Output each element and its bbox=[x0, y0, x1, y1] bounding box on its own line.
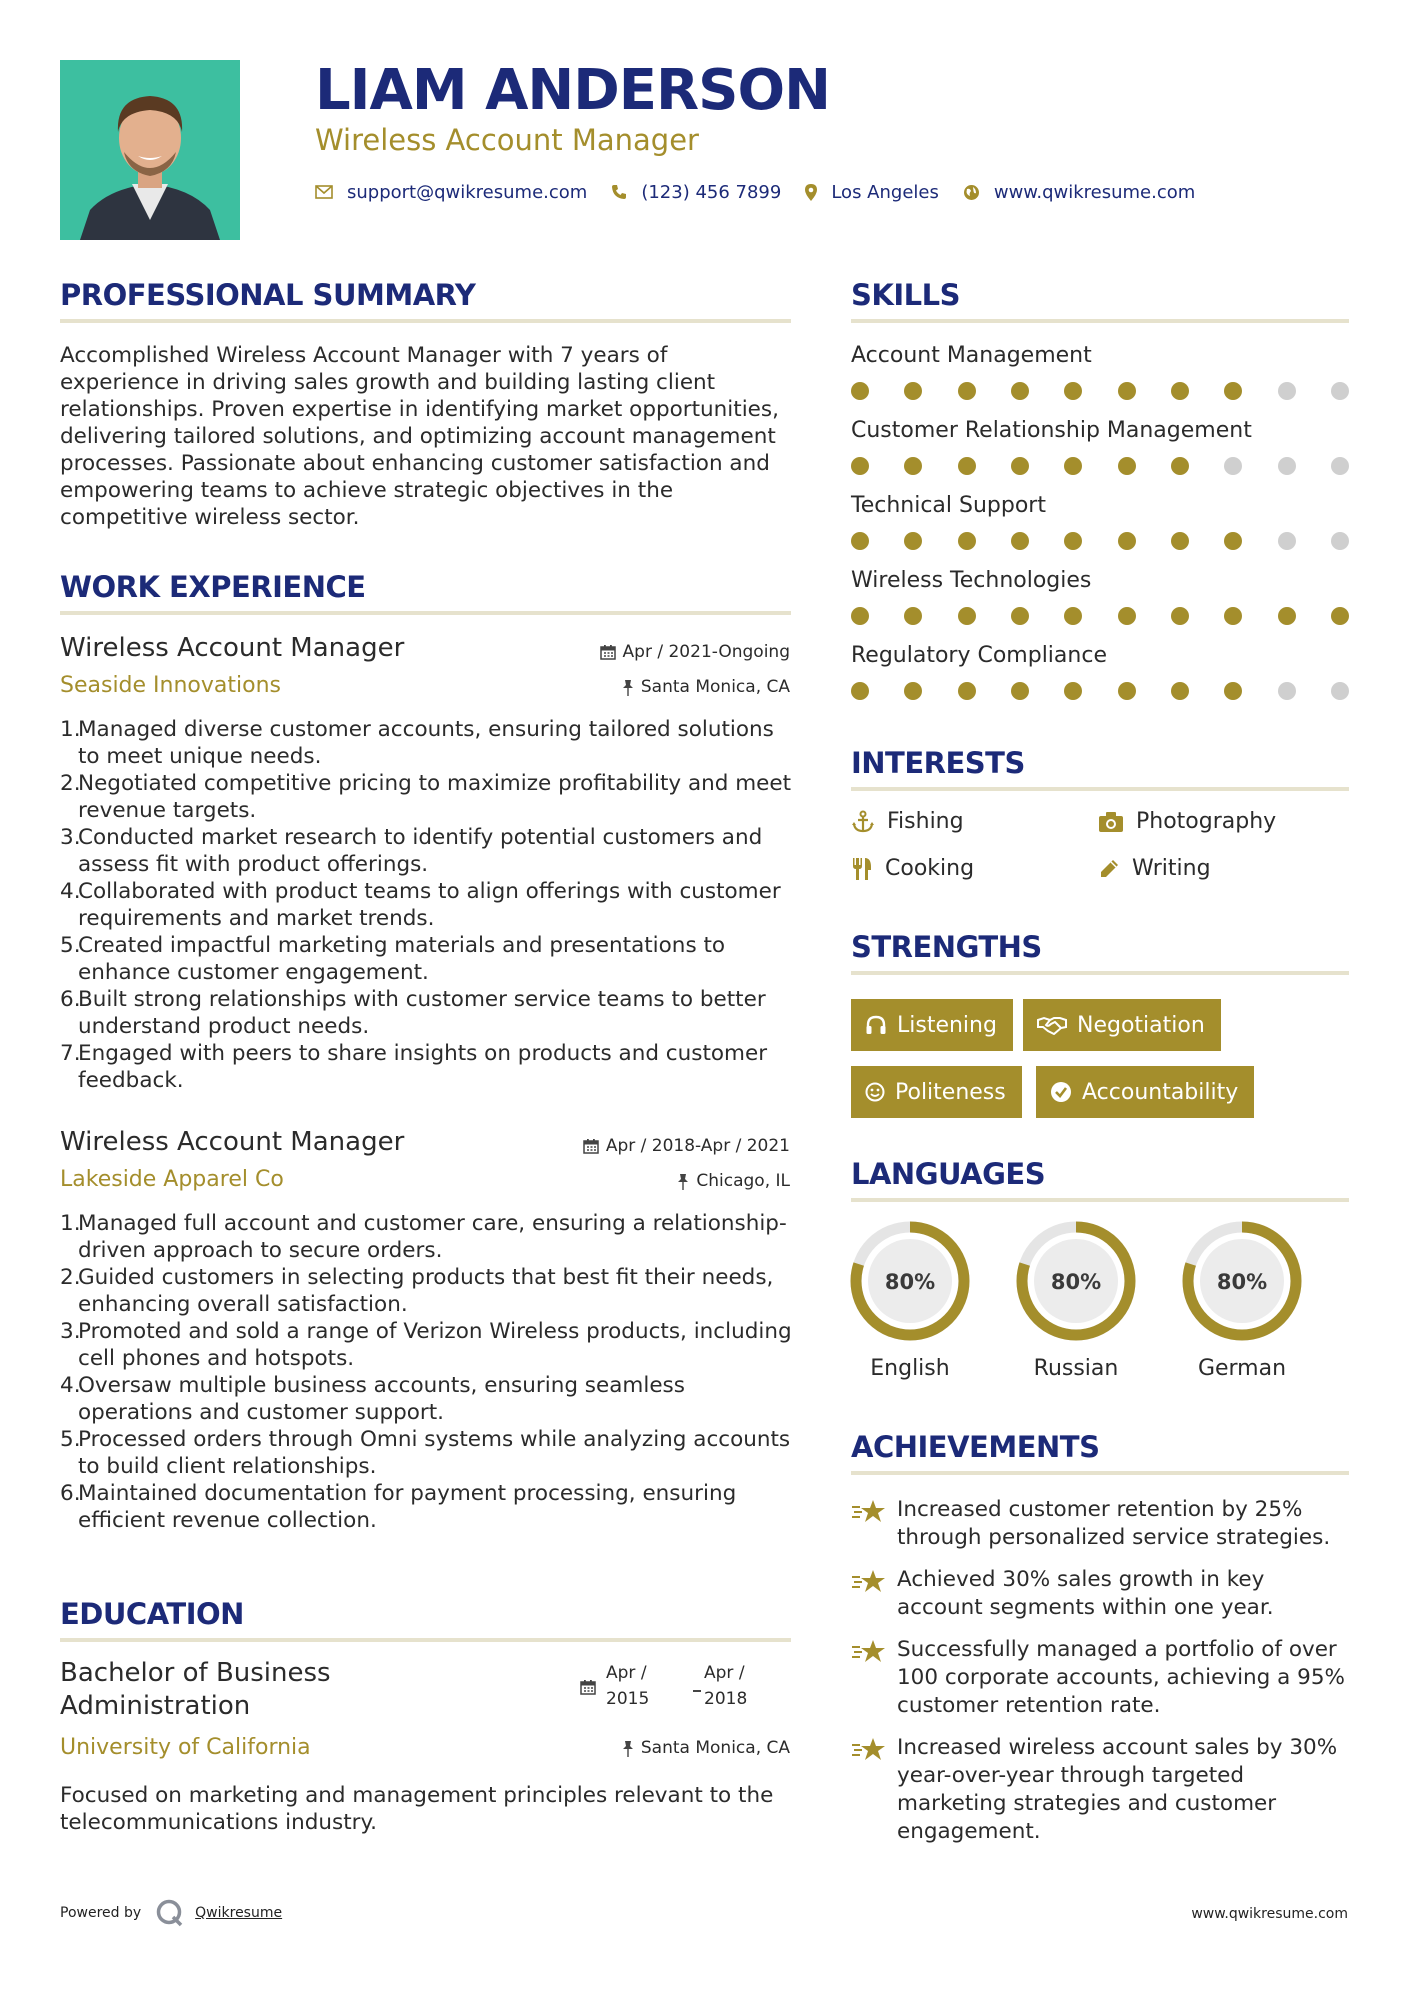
job-2-date-text: Apr / 2018-Apr / 2021 bbox=[605, 1136, 790, 1156]
skill-dot-filled bbox=[1064, 457, 1082, 475]
phone-icon bbox=[611, 184, 627, 200]
skill-dot-filled bbox=[851, 607, 869, 625]
skill-dot-filled bbox=[851, 682, 869, 700]
education-end-date bbox=[704, 1660, 747, 1712]
interest-label: Photography bbox=[1136, 809, 1277, 834]
language-ring bbox=[1014, 1219, 1138, 1343]
shooting-star-icon bbox=[851, 1498, 887, 1526]
list-item: Maintained documentation for payment processing, ensuring efficient revenue collection. bbox=[78, 1481, 737, 1533]
skill-dot-filled bbox=[1118, 682, 1136, 700]
pushpin-icon bbox=[677, 1173, 689, 1190]
skill-dot-filled bbox=[1224, 682, 1242, 700]
achievement-item bbox=[851, 1496, 1351, 1552]
job-2-location-text: Chicago, IL bbox=[696, 1171, 790, 1191]
skill-rating bbox=[851, 457, 1349, 477]
languages-divider bbox=[851, 1198, 1349, 1202]
skill-dot-empty bbox=[1278, 457, 1296, 475]
language-name: English bbox=[870, 1356, 950, 1381]
strength-label: Negotiation bbox=[1077, 1012, 1205, 1038]
skill-dot-filled bbox=[1278, 607, 1296, 625]
achievements-divider bbox=[851, 1471, 1349, 1475]
contact-email-text: support@qwikresume.com bbox=[347, 181, 588, 203]
education-end-month: Apr / bbox=[704, 1663, 745, 1683]
skill-dot-filled bbox=[904, 382, 922, 400]
skill-dot-empty bbox=[1331, 457, 1349, 475]
skill-dot-filled bbox=[1118, 607, 1136, 625]
list-item: Engaged with peers to share insights on products and customer feedback. bbox=[78, 1041, 768, 1093]
calendar-icon bbox=[580, 1679, 596, 1695]
skill-dot-filled bbox=[904, 682, 922, 700]
contact-bar bbox=[315, 180, 1219, 204]
profile-photo-illustration bbox=[60, 60, 240, 240]
skill-dot-filled bbox=[1118, 382, 1136, 400]
achievement-text: Achieved 30% sales growth in key account segments within one year. bbox=[897, 1567, 1274, 1620]
achievement-item bbox=[851, 1636, 1351, 1720]
contact-email[interactable] bbox=[315, 182, 587, 203]
education-divider bbox=[60, 1638, 791, 1642]
skill-dot-filled bbox=[958, 457, 976, 475]
skill-dot-filled bbox=[1331, 607, 1349, 625]
achievement-text: Successfully managed a portfolio of over 100 corporate accounts, achieving a 95% customer retention rate. bbox=[897, 1637, 1345, 1718]
skill-dot-filled bbox=[958, 382, 976, 400]
candidate-title: Wireless Account Manager bbox=[315, 123, 699, 157]
list-item: Oversaw multiple business accounts, ensuring seamless operations and customer support. bbox=[78, 1373, 685, 1425]
contact-location-text: Los Angeles bbox=[831, 181, 939, 203]
skill-rating bbox=[851, 382, 1349, 402]
interests-heading: INTERESTS bbox=[851, 746, 1025, 780]
smile-icon bbox=[865, 1082, 885, 1102]
education-start-year: 2015 bbox=[606, 1689, 650, 1709]
map-marker-icon bbox=[805, 184, 817, 201]
camera-icon bbox=[1098, 811, 1124, 833]
anchor-icon bbox=[851, 810, 875, 834]
strengths-heading: STRENGTHS bbox=[851, 930, 1042, 964]
achievements-heading: ACHIEVEMENTS bbox=[851, 1430, 1100, 1464]
skill-dot-filled bbox=[1064, 682, 1082, 700]
education-location-text: Santa Monica, CA bbox=[640, 1738, 790, 1758]
candidate-name: LIAM ANDERSON bbox=[315, 58, 830, 123]
list-item: Collaborated with product teams to align offerings with customer requirements and market trends. bbox=[78, 879, 781, 931]
pushpin-icon bbox=[622, 679, 634, 696]
skill-dot-filled bbox=[958, 607, 976, 625]
calendar-icon bbox=[583, 1138, 599, 1154]
strength-label: Accountability bbox=[1082, 1079, 1239, 1105]
job-2-role: Wireless Account Manager bbox=[60, 1127, 405, 1157]
skills-divider bbox=[851, 319, 1349, 323]
list-item: Guided customers in selecting products that best fit their needs, enhancing overall satisfaction. bbox=[78, 1265, 774, 1317]
globe-icon bbox=[963, 184, 980, 201]
skill-rating bbox=[851, 682, 1349, 702]
skill-dot-filled bbox=[1171, 457, 1189, 475]
interest-fishing bbox=[851, 809, 964, 834]
strength-badge-listening bbox=[851, 999, 1013, 1051]
achievement-text: Increased customer retention by 25% through personalized service strategies. bbox=[897, 1497, 1331, 1550]
skill-dot-filled bbox=[904, 607, 922, 625]
skill-dot-filled bbox=[1011, 532, 1029, 550]
list-item: Created impactful marketing materials and presentations to enhance customer engagement. bbox=[78, 933, 726, 985]
job-2-company: Lakeside Apparel Co bbox=[60, 1167, 284, 1192]
interest-cooking bbox=[851, 856, 974, 881]
skill-rating bbox=[851, 532, 1349, 552]
skill-dot-empty bbox=[1331, 682, 1349, 700]
calendar-icon bbox=[600, 644, 616, 660]
experience-divider bbox=[60, 611, 791, 615]
list-item: Conducted market research to identify potential customers and assess fit with product offerings. bbox=[78, 825, 763, 877]
shooting-star-icon bbox=[851, 1568, 887, 1596]
education-location bbox=[622, 1738, 790, 1758]
pencil-icon bbox=[1098, 858, 1120, 880]
interest-photography bbox=[1098, 809, 1276, 834]
education-school: University of California bbox=[60, 1735, 311, 1760]
contact-phone-text: (123) 456 7899 bbox=[641, 181, 782, 203]
skill-dot-filled bbox=[1171, 382, 1189, 400]
summary-divider bbox=[60, 319, 791, 323]
achievement-text: Increased wireless account sales by 30% year-over-year through targeted marketing strategies and customer engagement. bbox=[897, 1735, 1338, 1844]
check-circle-icon bbox=[1050, 1081, 1072, 1103]
job-1-date-text: Apr / 2021-Ongoing bbox=[622, 642, 790, 662]
summary-text: Accomplished Wireless Account Manager with 7 years of experience in driving sales growth and building lasting client relationships. Proven expertise in identifying market opportunities, delivering tailored solutions, and optimizing account management processes. Passionate about enhancing customer satisfaction and empowering teams to achieve strategic objectives in the competitive wireless sector. bbox=[60, 343, 779, 530]
language-name: German bbox=[1197, 1356, 1287, 1381]
powered-by-text: Powered by bbox=[60, 1905, 142, 1921]
skill-dot-filled bbox=[1064, 607, 1082, 625]
skill-dot-empty bbox=[1224, 457, 1242, 475]
pushpin-icon bbox=[622, 1740, 634, 1757]
skill-dot-filled bbox=[1171, 682, 1189, 700]
contact-location bbox=[805, 182, 939, 203]
job-1-company: Seaside Innovations bbox=[60, 673, 281, 698]
skill-name: Customer Relationship Management bbox=[851, 418, 1252, 443]
skill-dot-filled bbox=[1171, 607, 1189, 625]
qwikresume-link[interactable]: Qwikresume bbox=[195, 1905, 283, 1921]
skill-dot-filled bbox=[1011, 607, 1029, 625]
list-item: Promoted and sold a range of Verizon Wireless products, including cell phones and hotspots. bbox=[78, 1319, 792, 1371]
skill-dot-filled bbox=[1011, 682, 1029, 700]
utensils-icon bbox=[851, 857, 873, 881]
skill-dot-filled bbox=[958, 532, 976, 550]
skill-dot-filled bbox=[1064, 382, 1082, 400]
achievement-item bbox=[851, 1734, 1351, 1846]
strength-badge-politeness bbox=[851, 1066, 1022, 1118]
skill-dot-filled bbox=[1224, 607, 1242, 625]
skill-dot-empty bbox=[1331, 382, 1349, 400]
experience-heading: WORK EXPERIENCE bbox=[60, 570, 366, 604]
language-percent: 80% bbox=[884, 1270, 936, 1294]
skill-name: Wireless Technologies bbox=[851, 568, 1092, 593]
strength-label: Listening bbox=[897, 1012, 997, 1038]
education-degree: Bachelor of Business Administration bbox=[60, 1658, 331, 1721]
headphones-icon bbox=[865, 1015, 887, 1035]
contact-phone[interactable] bbox=[611, 182, 781, 203]
interests-divider bbox=[851, 787, 1349, 791]
skill-dot-filled bbox=[904, 532, 922, 550]
languages-heading: LANGUAGES bbox=[851, 1157, 1046, 1191]
skill-dot-filled bbox=[851, 382, 869, 400]
language-ring bbox=[1180, 1219, 1304, 1343]
job-1-location bbox=[622, 677, 790, 697]
job-1-role: Wireless Account Manager bbox=[60, 633, 405, 663]
skill-dot-empty bbox=[1278, 682, 1296, 700]
skill-name: Technical Support bbox=[851, 493, 1046, 518]
skill-dot-filled bbox=[1118, 532, 1136, 550]
language-percent: 80% bbox=[1216, 1270, 1268, 1294]
list-item: Processed orders through Omni systems while analyzing accounts to build client relationships. bbox=[78, 1427, 791, 1479]
education-end-year: 2018 bbox=[704, 1689, 748, 1709]
skill-dot-filled bbox=[851, 457, 869, 475]
interest-label: Writing bbox=[1132, 856, 1211, 881]
job-1-location-text: Santa Monica, CA bbox=[640, 677, 790, 697]
skill-name: Regulatory Compliance bbox=[851, 643, 1107, 668]
skill-dot-empty bbox=[1278, 532, 1296, 550]
shooting-star-icon bbox=[851, 1736, 887, 1764]
skill-dot-filled bbox=[1224, 532, 1242, 550]
footer-powered-by bbox=[60, 1898, 282, 1928]
job-2-duties bbox=[60, 1210, 795, 1534]
education-heading: EDUCATION bbox=[60, 1597, 244, 1631]
skill-dot-filled bbox=[851, 532, 869, 550]
summary-heading: PROFESSIONAL SUMMARY bbox=[60, 278, 476, 312]
strengths-divider bbox=[851, 971, 1349, 975]
language-percent: 80% bbox=[1050, 1270, 1102, 1294]
list-item: Managed diverse customer accounts, ensuring tailored solutions to meet unique needs. bbox=[78, 717, 774, 769]
date-range-dash bbox=[693, 1690, 701, 1692]
job-1-duties bbox=[60, 716, 795, 1094]
skill-rating bbox=[851, 607, 1349, 627]
shooting-star-icon bbox=[851, 1638, 887, 1666]
envelope-icon bbox=[315, 185, 333, 199]
skill-dot-filled bbox=[1011, 382, 1029, 400]
language-ring bbox=[848, 1219, 972, 1343]
list-item: Built strong relationships with customer service teams to better understand product needs. bbox=[78, 987, 766, 1039]
strength-badge-accountability bbox=[1036, 1066, 1254, 1118]
skill-dot-filled bbox=[1064, 532, 1082, 550]
footer-website[interactable]: www.qwikresume.com bbox=[1191, 1906, 1348, 1922]
contact-website-text: www.qwikresume.com bbox=[993, 181, 1196, 203]
language-name: Russian bbox=[1033, 1356, 1119, 1381]
contact-website[interactable] bbox=[963, 182, 1195, 203]
education-start-date bbox=[606, 1660, 649, 1712]
skill-dot-filled bbox=[1118, 457, 1136, 475]
achievement-item bbox=[851, 1566, 1351, 1622]
handshake-icon bbox=[1037, 1015, 1067, 1035]
interest-label: Fishing bbox=[887, 809, 964, 834]
skill-name: Account Management bbox=[851, 343, 1092, 368]
strength-badge-negotiation bbox=[1023, 999, 1221, 1051]
education-description: Focused on marketing and management principles relevant to the telecommunications industry. bbox=[60, 1783, 774, 1835]
job-2-date bbox=[583, 1136, 790, 1156]
skill-dot-filled bbox=[1171, 532, 1189, 550]
interest-writing bbox=[1098, 856, 1211, 881]
qwikresume-logo-icon bbox=[155, 1898, 185, 1928]
skill-dot-filled bbox=[1011, 457, 1029, 475]
job-1-date bbox=[600, 642, 790, 662]
profile-photo bbox=[60, 60, 240, 240]
interest-label: Cooking bbox=[885, 856, 975, 881]
skills-heading: SKILLS bbox=[851, 278, 960, 312]
skill-dot-empty bbox=[1278, 382, 1296, 400]
education-start-month: Apr / bbox=[606, 1663, 647, 1683]
list-item: Negotiated competitive pricing to maximize profitability and meet revenue targets. bbox=[78, 771, 792, 823]
skill-dot-filled bbox=[958, 682, 976, 700]
skill-dot-empty bbox=[1331, 532, 1349, 550]
skill-dot-filled bbox=[904, 457, 922, 475]
strength-label: Politeness bbox=[895, 1079, 1006, 1105]
list-item: Managed full account and customer care, ensuring a relationship-driven approach to secure orders. bbox=[78, 1211, 787, 1263]
skill-dot-filled bbox=[1224, 382, 1242, 400]
job-2-location bbox=[677, 1171, 790, 1191]
